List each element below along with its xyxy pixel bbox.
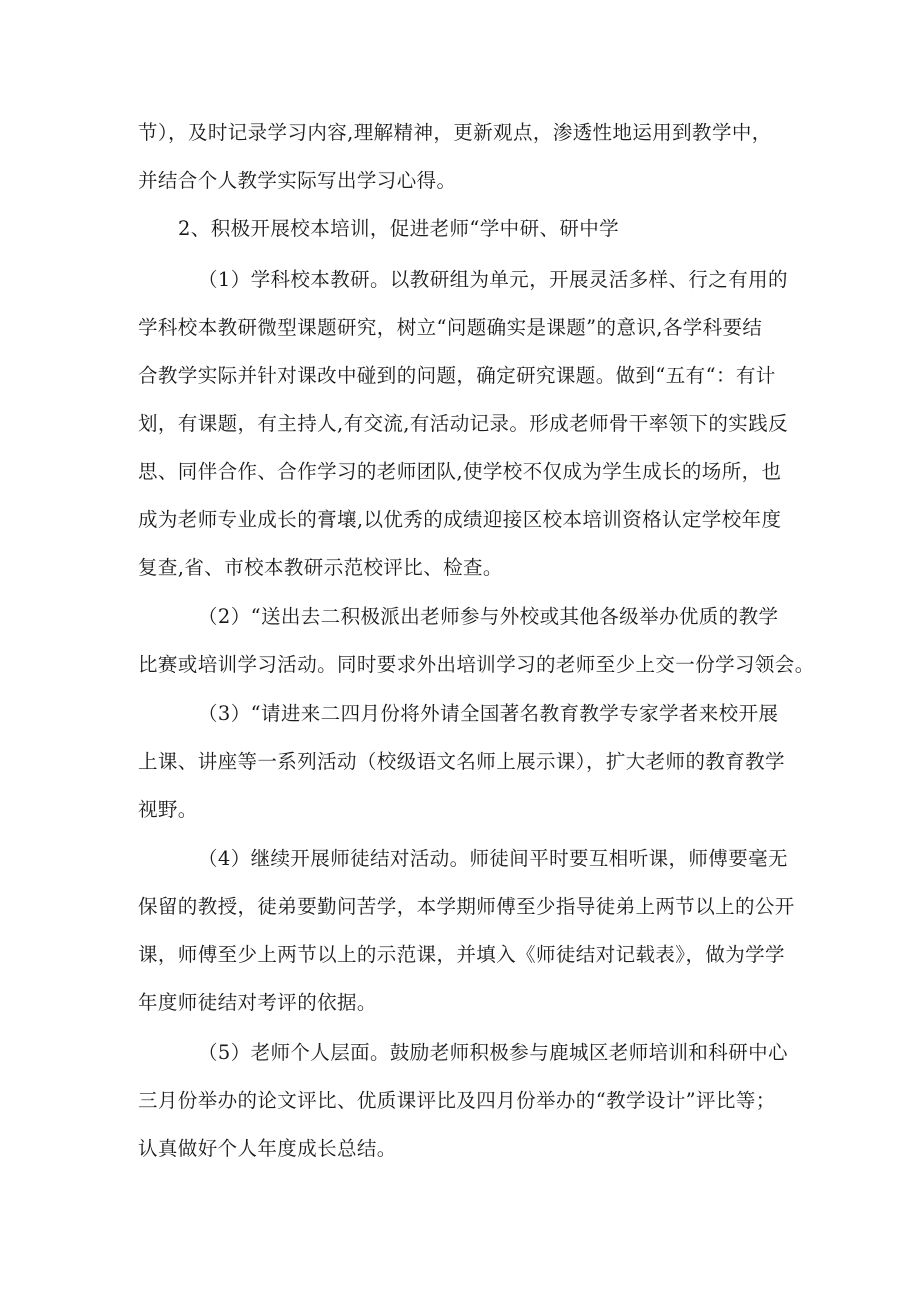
text-line: 上课、讲座等一系列活动（校级语文名师上展示课），扩大老师的教育教学 [138,750,785,773]
text-line: 三月份举办的论文评比、优质课评比及四月份举办的“教学设计”评比等； [138,1089,776,1112]
text-line: 成为老师专业成长的膏壤,以优秀的成绩迎接区校本培训资格认定学校年度 [138,508,782,531]
text-line: 年度师徒结对考评的依据。 [138,991,377,1014]
text-line: 视野。 [138,798,198,821]
text-line: 并结合个人教学实际写出学习心得。 [138,169,457,192]
text-line: 学科校本教研微型课题研究，树立“问题确实是课题”的意识,各学科要结 [138,316,763,339]
paragraph-start: （3）“请进来二四月份将外请全国著名教育教学专家学者来校开展 [198,702,779,725]
text-line: 保留的教授，徒弟要勤问苦学，本学期师傅至少指导徒弟上两节以上的公开 [138,895,795,918]
text-line: 节），及时记录学习内容,理解精神，更新观点，渗透性地运用到教学中， [138,121,772,144]
text-line: 课，师傅至少上两节以上的示范课，并填入《师徒结对记载表》，做为学学 [138,943,785,966]
text-line: 合教学实际并针对课改中碰到的问题，确定研究课题。做到“五有“：有计 [138,364,776,387]
section-heading: 2、积极开展校本培训，促进老师“学中研、研中学 [178,217,620,240]
paragraph-start: （5）老师个人层面。鼓励老师积极参与鹿城区老师培训和科研中心 [198,1041,788,1064]
text-line: 划，有课题，有主持人,有交流,有活动记录。形成老师骨干率领下的实践反 [138,412,788,435]
paragraph-start: （2）“送出去二积极派出老师参与外校或其他各级举办优质的教学 [198,605,779,628]
paragraph-start: （4）继续开展师徒结对活动。师徒间平时要互相听课，师傅要毫无 [198,847,788,870]
text-line: 思、同伴合作、合作学习的老师团队,使学校不仅成为学生成长的场所，也 [138,460,782,483]
text-line: 认真做好个人年度成长总结。 [138,1137,397,1160]
paragraph-start: （1）学科校本教研。以教研组为单元，开展灵活多样、行之有用的 [198,268,788,291]
text-line: 复查,省、市校本教研示范校评比、检查。 [138,556,503,579]
text-line: 比赛或培训学习活动。同时要求外出培训学习的老师至少上交一份学习领会。 [138,653,815,676]
